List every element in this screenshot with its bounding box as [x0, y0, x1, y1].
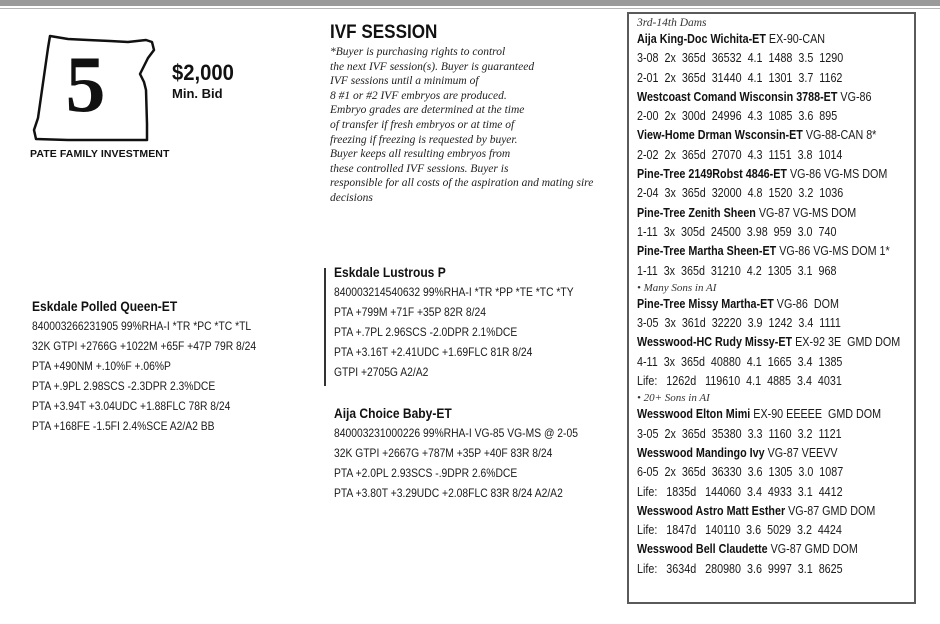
- pedigree-dam-entry: [637, 333, 901, 352]
- pedigree-dam-entry: [637, 126, 875, 145]
- pedigree-dam-name: Wesswood Astro Matt Esther: [637, 503, 786, 518]
- pedigree-dam-name: Wesswood-HC Rudy Missy-ET: [637, 335, 793, 350]
- pedigree-dam-entry: [637, 204, 875, 223]
- ivf-terms: [330, 45, 620, 206]
- top-border-bar: [0, 0, 940, 6]
- lot-animal-data-line: PTA +.9PL 2.98SCS -2.3DPR 2.3%DCE: [32, 379, 216, 393]
- pedigree-record-line: 3-05 2x 365d 35380 3.3 1160 3.2 1121: [637, 426, 842, 441]
- lot-animal-data-line: 840003266231905 99%RHA-I *TR *PC *TC *TL: [32, 319, 252, 333]
- pedigree-dam-name: Wesswood Elton Mimi: [637, 407, 751, 422]
- pedigree-dam-classification: EX-92 3E GMD DOM: [795, 335, 901, 350]
- pedigree-dam-entry: [637, 242, 890, 261]
- pedigree-dam-name: Pine-Tree Missy Martha-ET: [637, 296, 774, 311]
- pedigree-dam-entry: [637, 502, 875, 521]
- pedigree-dam-classification: VG-88-CAN 8*: [805, 128, 877, 143]
- pedigree-dam-classification: VG-86 VG-MS DOM 1*: [779, 244, 890, 259]
- pedigree-dam-classification: VG-87 GMD DOM: [788, 503, 876, 518]
- ivf-title: IVF SESSION: [330, 22, 438, 43]
- pedigree-dam-name: Pine-Tree 2149Robst 4846-ET: [637, 167, 787, 182]
- pedigree-dam-name: Pine-Tree Martha Sheen-ET: [637, 244, 777, 259]
- lot-animal: [32, 298, 293, 436]
- pedigree-dam-classification: EX-90-CAN: [768, 32, 826, 46]
- pedigree-dam-classification: VG-86: [840, 89, 872, 104]
- pedigree-dam-name: Westcoast Comand Wisconsin 3788-ET: [637, 89, 838, 104]
- pedigree-rows: [637, 30, 914, 579]
- pedigree-dam-name: View-Home Drman Wsconsin-ET: [637, 128, 803, 143]
- pedigree-dam-classification: VG-87 VG-MS DOM: [758, 205, 857, 220]
- pedigree-record-line: 2-01 2x 365d 31440 4.1 1301 3.7 1162: [637, 70, 843, 85]
- pedigree-record-line: 6-05 2x 365d 36330 3.6 1305 3.0 1087: [637, 465, 844, 480]
- lot-animal-data-line: PTA +168FE -1.5FI 2.4%SCE A2/A2 BB: [32, 419, 215, 433]
- sire-data-line: PTA +799M +71F +35P 82R 8/24: [334, 305, 486, 319]
- dam-data-line: PTA +3.80T +3.29UDC +2.08FLC 83R 8/24 A2/A2: [334, 486, 563, 500]
- pedigree-note: • 20+ Sons in AI: [637, 392, 710, 405]
- pedigree-dam-entry: [637, 444, 875, 463]
- sire-data-line: 840003214540632 99%RHA-I *TR *PP *TE *TC *TY: [334, 285, 574, 299]
- ivf-terms-line: these controlled IVF sessions. Buyer is: [330, 162, 509, 175]
- pedigree-record-line: Life: 1847d 140110 3.6 5029 3.2 4424: [637, 523, 842, 538]
- pedigree-dam-entry: [637, 295, 875, 314]
- ivf-terms-line: decisions: [330, 191, 373, 204]
- ivf-terms-line: *Buyer is purchasing rights to control: [330, 46, 506, 58]
- pedigree-record-line: Life: 1835d 144060 3.4 4933 3.1 4412: [637, 484, 843, 499]
- pedigree-dam-entry: [637, 540, 875, 559]
- dam-data-line: PTA +2.0PL 2.93SCS -.9DPR 2.6%DCE: [334, 466, 518, 480]
- ivf-terms-line: Embryo grades are determined at the time: [330, 104, 525, 117]
- pedigree-record-line: 1-11 3x 305d 24500 3.98 959 3.0 740: [637, 224, 837, 239]
- sire-data-line: PTA +3.16T +2.41UDC +1.69FLC 81R 8/24: [334, 345, 533, 359]
- pedigree-dam-entry: [637, 88, 875, 107]
- pedigree-record-line: Life: 3634d 280980 3.6 9997 3.1 8625: [637, 561, 843, 576]
- dam-pedigree-box: [627, 12, 916, 604]
- lot-animal-data-line: PTA +3.94T +3.04UDC +1.88FLC 78R 8/24: [32, 399, 231, 413]
- pedigree-dam-entry: [637, 165, 888, 184]
- sire-data-line: PTA +.7PL 2.96SCS -2.0DPR 2.1%DCE: [334, 325, 518, 339]
- pedigree-dam-classification: VG-86 VG-MS DOM: [789, 167, 888, 182]
- pedigree-dam-name: Aija King-Doc Wichita-ET: [637, 32, 766, 46]
- ivf-terms-line: freezing if freezing is requested by buyer.: [330, 133, 518, 146]
- lot-number: 5: [65, 41, 106, 129]
- pedigree-dam-entry: [637, 30, 875, 49]
- pedigree-dam-name: Wesswood Mandingo Ivy: [637, 445, 765, 460]
- consignor-name: PATE FAMILY INVESTMENT: [30, 148, 170, 160]
- pedigree-dam-classification: EX-90 EEEEE GMD DOM: [753, 407, 882, 422]
- pedigree-heading: 3rd-14th Dams: [637, 17, 707, 29]
- pedigree-dam-name: Pine-Tree Zenith Sheen: [637, 205, 756, 220]
- lot-animal-name: Eskdale Polled Queen-ET: [32, 298, 178, 314]
- dam-block: [334, 405, 618, 503]
- pedigree-dam-classification: VG-86 DOM: [776, 296, 839, 311]
- lot-animal-data-line: 32K GTPI +2766G +1022M +65F +47P 79R 8/24: [32, 339, 257, 353]
- top-border-line: [0, 8, 940, 9]
- ivf-terms-line: Buyer keeps all resulting embryos from: [330, 148, 511, 161]
- pedigree-record-line: 3-05 3x 361d 32220 3.9 1242 3.4 1111: [637, 316, 841, 331]
- sire-name: Eskdale Lustrous P: [334, 264, 446, 280]
- ivf-terms-line: the next IVF session(s). Buyer is guaranteed: [330, 60, 535, 73]
- ivf-terms-line: responsible for all costs of the aspiration and mating sire: [330, 177, 594, 190]
- minimum-bid-price: $2,000: [172, 60, 234, 85]
- pedigree-record-line: 2-04 3x 365d 32000 4.8 1520 3.2 1036: [637, 186, 844, 201]
- ivf-terms-line: IVF sessions until a minimum of: [330, 75, 479, 88]
- pedigree-dam-name: Wesswood Bell Claudette: [637, 542, 768, 557]
- sire-data-line: GTPI +2705G A2/A2: [334, 365, 429, 379]
- dam-data-line: 840003231000226 99%RHA-I VG-85 VG-MS @ 2-05: [334, 426, 578, 440]
- dam-data-line: 32K GTPI +2667G +787M +35P +40F 83R 8/24: [334, 446, 553, 460]
- pedigree-bracket-line: [324, 268, 326, 386]
- ivf-terms-line: 8 #1 or #2 IVF embryos are produced.: [330, 89, 507, 102]
- sire-block: [334, 264, 613, 382]
- pedigree-note: • Many Sons in AI: [637, 281, 717, 294]
- pedigree-dam-classification: VG-87 GMD DOM: [770, 542, 858, 557]
- dam-name: Aija Choice Baby-ET: [334, 405, 452, 421]
- pedigree-record-line: 3-08 2x 365d 36532 4.1 1488 3.5 1290: [637, 51, 844, 66]
- minimum-bid-label: Min. Bid: [172, 86, 223, 101]
- pedigree-record-line: 4-11 3x 365d 40880 4.1 1665 3.4 1385: [637, 354, 843, 369]
- pedigree-record-line: Life: 1262d 119610 4.1 4885 3.4 4031: [637, 374, 842, 389]
- pedigree-record-line: 1-11 3x 365d 31210 4.2 1305 3.1 968: [637, 263, 837, 278]
- pedigree-record-line: 2-02 2x 365d 27070 4.3 1151 3.8 1014: [637, 147, 843, 162]
- pedigree-dam-entry: [637, 405, 882, 424]
- pedigree-dam-classification: VG-87 VEEVV: [767, 445, 838, 460]
- ivf-terms-line: of transfer if fresh embryos or at time of: [330, 118, 515, 131]
- pedigree-record-line: 2-00 2x 300d 24996 4.3 1085 3.6 895: [637, 109, 838, 124]
- lot-animal-data-line: PTA +490NM +.10%F +.06%P: [32, 359, 171, 373]
